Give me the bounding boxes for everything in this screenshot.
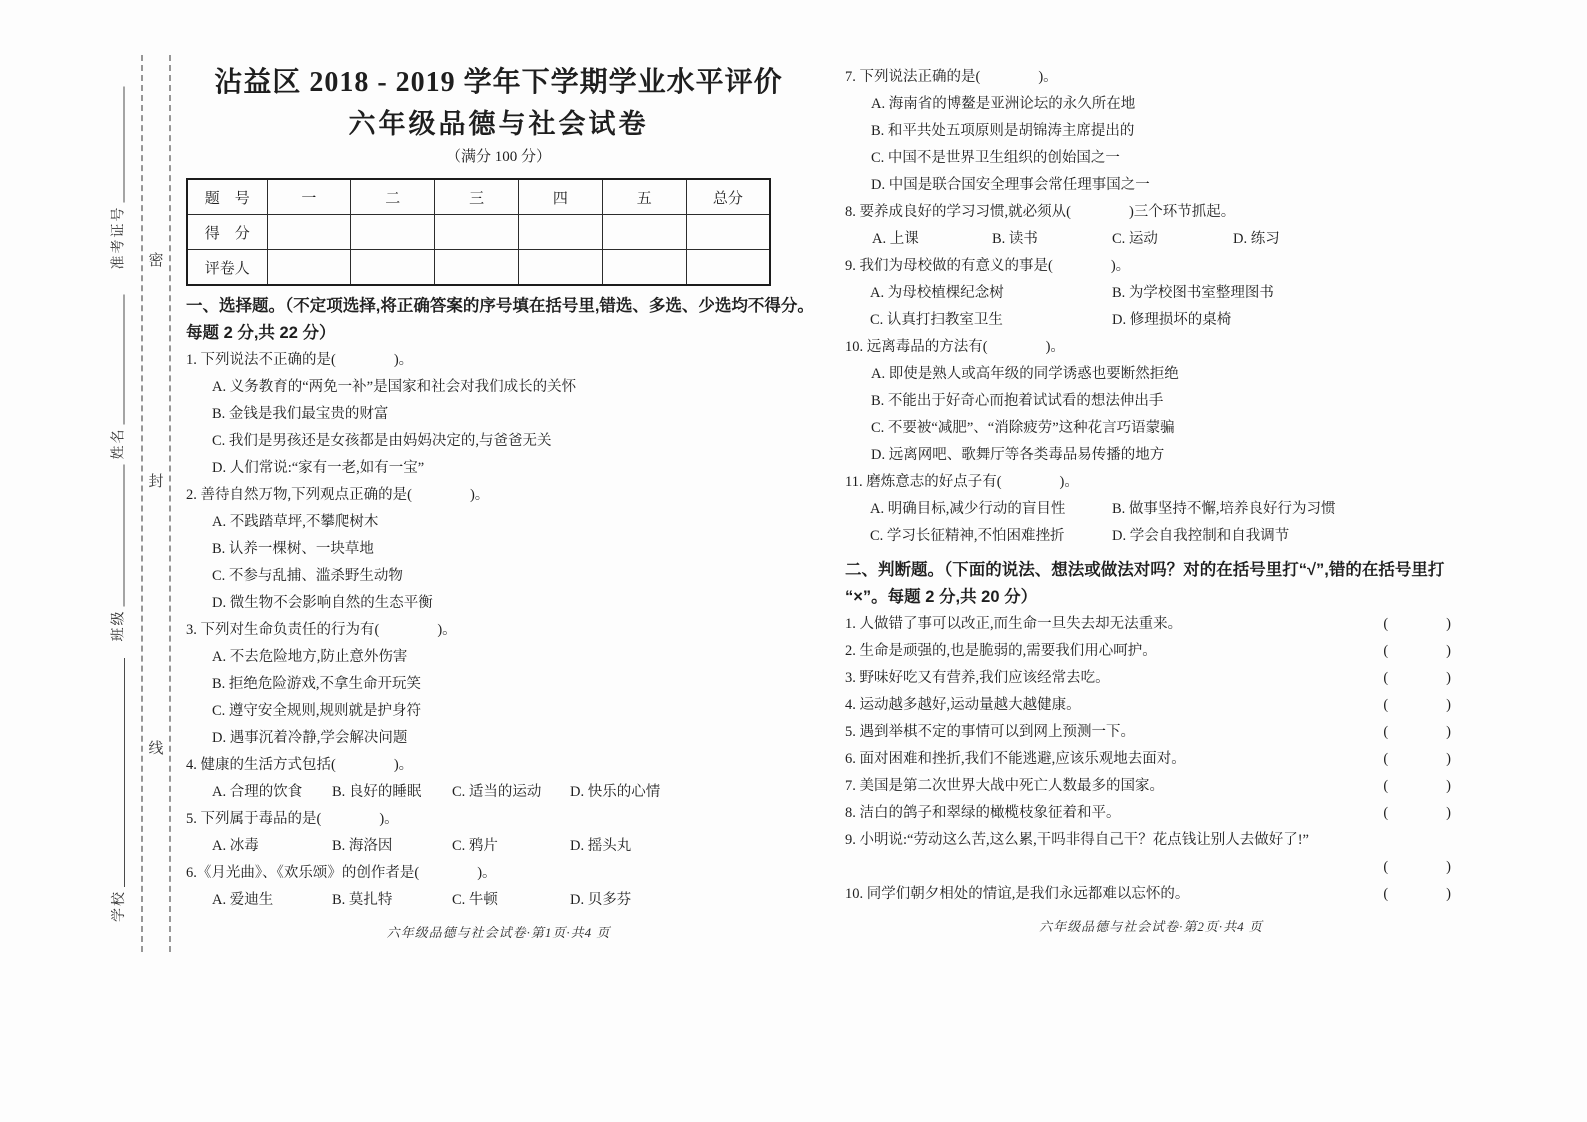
question-stem: 10. 远离毒品的方法有( )。	[845, 339, 1065, 355]
option-c: C. 适当的运动	[452, 784, 542, 800]
option-d: D. 遇事沉着冷静,学会解决问题	[212, 730, 408, 746]
option-b: B. 和平共处五项原则是胡锦涛主席提出的	[871, 123, 1135, 139]
judge-item-5	[845, 719, 1457, 746]
score-empty-cell	[267, 250, 351, 286]
score-header-cell: 三	[435, 179, 519, 215]
answer-parens: ( )	[1383, 751, 1451, 767]
option-b: B. 读书	[992, 231, 1038, 247]
option-c: C. 我们是男孩还是女孩都是由妈妈决定的,与爸爸无关	[212, 433, 552, 449]
field-blank-line	[111, 87, 125, 203]
option-c: C. 运动	[1112, 231, 1158, 247]
question-3	[186, 617, 811, 752]
score-empty-cell	[435, 250, 519, 286]
question-options	[845, 91, 1457, 199]
option-d: D. 远离网吧、歌舞厅等各类毒品易传播的地方	[871, 447, 1165, 463]
question-options	[186, 374, 811, 482]
question-7	[845, 64, 1457, 199]
score-header-cell: 四	[518, 179, 602, 215]
question-options	[186, 644, 811, 752]
option-d: D. 贝多芬	[570, 892, 632, 908]
option-b: B. 不能出于好奇心而抱着试试看的想法伸出手	[871, 393, 1164, 409]
option-c: C. 不要被“减肥”、“消除疲劳”这种花言巧语蒙骗	[871, 420, 1175, 436]
score-header-cell: 题 号	[187, 179, 267, 215]
judge-item-7	[845, 773, 1457, 800]
field-name	[107, 295, 129, 460]
option-c: C. 中国不是世界卫生组织的创始国之一	[871, 150, 1120, 166]
page-1	[186, 62, 814, 941]
answer-parens: ( )	[1383, 859, 1451, 875]
question-stem: 4. 健康的生活方式包括( )。	[186, 757, 414, 773]
judge-item-6	[845, 746, 1457, 773]
question-stem: 8. 要养成良好的学习习惯,就必须从( )三个环节抓起。	[845, 204, 1236, 220]
judge-text: 4. 运动越多越好,运动量越大越健康。	[845, 697, 1081, 713]
question-5	[186, 806, 811, 860]
option-c: C. 学习长征精神,不怕困难挫折	[870, 528, 1065, 544]
question-6	[186, 860, 811, 914]
option-d: D. 快乐的心情	[570, 784, 661, 800]
score-header-cell: 一	[267, 179, 351, 215]
judge-text: 3. 野味好吃又有营养,我们应该经常去吃。	[845, 670, 1110, 686]
score-empty-cell	[267, 215, 351, 250]
question-9	[845, 253, 1457, 334]
answer-parens: ( )	[1383, 616, 1451, 632]
option-a: A. 上课	[872, 231, 919, 247]
question-options	[186, 779, 811, 806]
question-options	[186, 833, 811, 860]
exam-title-line1: 沾益区 2018 - 2019 学年下学期学业水平评价	[214, 67, 783, 98]
judge-item-9	[845, 827, 1457, 854]
question-10	[845, 334, 1457, 469]
score-empty-cell	[602, 215, 686, 250]
option-a: A. 爱迪生	[212, 892, 274, 908]
answer-parens: ( )	[1383, 724, 1451, 740]
question-options	[186, 887, 811, 914]
field-blank-line	[111, 658, 125, 887]
seal-char-xian: 线	[148, 741, 164, 757]
score-empty-cell	[351, 215, 435, 250]
question-options	[845, 226, 1457, 253]
page-2	[845, 64, 1457, 935]
option-b: B. 良好的睡眠	[332, 784, 422, 800]
score-table	[186, 178, 771, 286]
question-options	[845, 496, 1457, 550]
judge-text: 8. 洁白的鸽子和翠绿的橄榄枝象征着和平。	[845, 805, 1121, 821]
judge-text: 7. 美国是第二次世界大战中死亡人数最多的国家。	[845, 778, 1164, 794]
option-c: C. 遵守安全规则,规则就是护身符	[212, 703, 422, 719]
judge-text: 5. 遇到举棋不定的事情可以到网上预测一下。	[845, 724, 1135, 740]
option-a: A. 为母校植棵纪念树	[870, 285, 1004, 301]
score-table-row	[187, 215, 770, 250]
score-empty-cell	[686, 250, 770, 286]
option-d: D. 学会自我控制和自我调节	[1112, 528, 1290, 544]
page1-footer: 六年级品德与社会试卷·第1页·共4 页	[386, 925, 611, 940]
score-empty-cell	[518, 250, 602, 286]
field-class	[107, 465, 129, 642]
judge-item-3	[845, 665, 1457, 692]
question-options	[845, 361, 1457, 469]
question-8	[845, 199, 1457, 253]
judge-item-8	[845, 800, 1457, 827]
option-d: D. 中国是联合国安全理事会常任理事国之一	[871, 177, 1150, 193]
option-d: D. 摇头丸	[570, 838, 632, 854]
answer-parens: ( )	[1383, 886, 1451, 902]
score-empty-cell	[686, 215, 770, 250]
section1-heading	[186, 293, 814, 347]
exam-title-line2: 六年级品德与社会试卷	[348, 109, 649, 139]
option-a: A. 冰毒	[212, 838, 259, 854]
exam-subtitle: （满分 100 分）	[445, 149, 551, 165]
option-b: B. 莫扎特	[332, 892, 393, 908]
option-d: D. 微生物不会影响自然的生态平衡	[212, 595, 433, 611]
seal-char-mi: 密	[148, 253, 164, 269]
option-b: B. 拒绝危险游戏,不拿生命开玩笑	[212, 676, 422, 692]
option-a: A. 不去危险地方,防止意外伤害	[212, 649, 408, 665]
judge-text: 6. 面对困难和挫折,我们不能逃避,应该乐观地去面对。	[845, 751, 1186, 767]
option-a: A. 合理的饮食	[212, 784, 303, 800]
score-table-row	[187, 250, 770, 286]
score-table-header-row	[187, 179, 770, 215]
score-header-cell: 总分	[686, 179, 770, 215]
option-c: C. 认真打扫教室卫生	[870, 312, 1003, 328]
section2-heading-line2: “×”。每题 2 分,共 20 分）	[845, 588, 1038, 606]
field-label: 准考证号	[111, 205, 127, 270]
section1-heading-line1: 一、选择题。（不定项选择,将正确答案的序号填在括号里,错选、多选、少选均不得分。	[186, 297, 814, 315]
option-b: B. 认养一棵树、一块草地	[212, 541, 374, 557]
option-b: B. 海洛因	[332, 838, 393, 854]
section2-heading-line1: 二、判断题。（下面的说法、想法或做法对吗？对的在括号里打“√”,错的在括号里打	[845, 561, 1445, 579]
judge-item-10	[845, 881, 1457, 908]
question-11	[845, 469, 1457, 550]
field-label: 学校	[112, 890, 127, 922]
option-d: D. 练习	[1233, 231, 1280, 247]
question-stem: 2. 善待自然万物,下列观点正确的是( )。	[186, 487, 490, 503]
field-blank-line	[111, 465, 125, 607]
option-b: B. 金钱是我们最宝贵的财富	[212, 406, 389, 422]
judge-text: 10. 同学们朝夕相处的情谊,是我们永远都难以忘怀的。	[845, 886, 1190, 902]
field-admission-number	[107, 87, 129, 270]
option-a: A. 明确目标,减少行动的盲目性	[870, 501, 1066, 517]
field-school	[107, 658, 129, 922]
score-row-label: 评卷人	[187, 250, 267, 286]
score-header-cell: 五	[602, 179, 686, 215]
page2-footer: 六年级品德与社会试卷·第2页·共4 页	[1039, 919, 1263, 934]
score-header-cell: 二	[351, 179, 435, 215]
section2-heading	[845, 557, 1457, 611]
score-empty-cell	[602, 250, 686, 286]
option-a: A. 海南省的博鳌是亚洲论坛的永久所在地	[871, 96, 1136, 112]
answer-parens: ( )	[1383, 778, 1451, 794]
option-a: A. 义务教育的“两免一补”是国家和社会对我们成长的关怀	[212, 379, 577, 395]
score-empty-cell	[518, 215, 602, 250]
question-4	[186, 752, 811, 806]
answer-parens: ( )	[1383, 697, 1451, 713]
score-empty-cell	[435, 215, 519, 250]
question-1	[186, 347, 811, 482]
option-b: B. 为学校图书室整理图书	[1112, 285, 1274, 301]
field-blank-line	[111, 295, 125, 425]
answer-parens: ( )	[1383, 670, 1451, 686]
score-row-label: 得 分	[187, 215, 267, 250]
question-stem: 5. 下列属于毒品的是( )。	[186, 811, 399, 827]
question-stem: 6.《月光曲》、《欢乐颂》的创作者是( )。	[186, 865, 497, 881]
field-label: 班级	[111, 609, 127, 642]
question-options	[845, 280, 1457, 334]
judge-item-2	[845, 638, 1457, 665]
seal-char-feng: 封	[148, 474, 164, 490]
answer-parens: ( )	[1383, 643, 1451, 659]
question-stem: 1. 下列说法不正确的是( )。	[186, 352, 414, 368]
judge-text: 9. 小明说:“劳动这么苦,这么累,干吗非得自己干？花点钱让别人去做好了!”	[845, 832, 1309, 848]
option-a: A. 即使是熟人或高年级的同学诱惑也要断然拒绝	[871, 366, 1179, 382]
question-stem: 11. 磨炼意志的好点子有( )。	[845, 474, 1079, 490]
question-stem: 9. 我们为母校做的有意义的事是( )。	[845, 258, 1131, 274]
option-d: D. 修理损坏的桌椅	[1112, 312, 1232, 328]
judge-item-4	[845, 692, 1457, 719]
option-b: B. 做事坚持不懈,培养良好行为习惯	[1112, 501, 1336, 517]
option-c: C. 不参与乱捕、滥杀野生动物	[212, 568, 403, 584]
field-label: 姓名	[111, 427, 127, 460]
question-stem: 3. 下列对生命负责任的行为有( )。	[186, 622, 457, 638]
judge-item-1	[845, 611, 1457, 638]
section1-heading-line2: 每题 2 分,共 22 分）	[186, 324, 336, 342]
option-c: C. 鸦片	[452, 838, 498, 854]
question-options	[186, 509, 811, 617]
seal-dashed-line	[141, 55, 143, 952]
question-2	[186, 482, 811, 617]
score-empty-cell	[351, 250, 435, 286]
judge-text: 2. 生命是顽强的,也是脆弱的,需要我们用心呵护。	[845, 643, 1157, 659]
judge-text: 1. 人做错了事可以改正,而生命一旦失去却无法重来。	[845, 616, 1183, 632]
option-a: A. 不践踏草坪,不攀爬树木	[212, 514, 379, 530]
option-d: D. 人们常说:“家有一老,如有一宝”	[212, 460, 425, 476]
seal-dashed-line	[169, 55, 171, 952]
question-stem: 7. 下列说法正确的是( )。	[845, 69, 1058, 85]
option-c: C. 牛顿	[452, 892, 498, 908]
answer-parens: ( )	[1383, 805, 1451, 821]
